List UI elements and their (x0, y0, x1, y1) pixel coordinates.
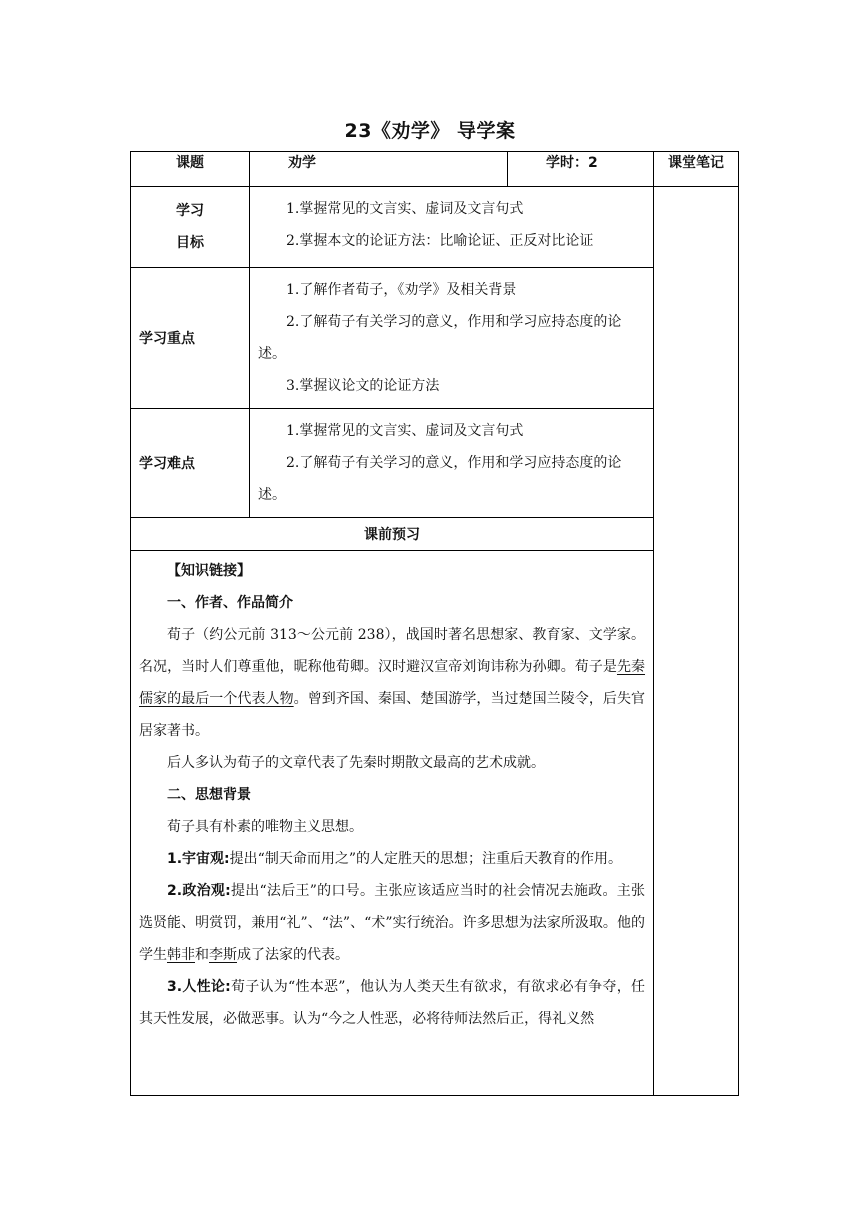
preview-heading: 课前预习 (131, 518, 654, 551)
knowledge-link-heading: 【知识链接】 (167, 563, 251, 579)
politics-paragraph: 2.政治观:提出“法后王”的口号。主张应该适应当时的社会情况去施政。主张选贤能、明赏罚，兼用“礼”、“法”、“术”实行统治。许多思想为法家所汲取。他的学生韩非和李斯成了法家的代表。 (139, 883, 645, 963)
lesson-plan-table (130, 151, 739, 1096)
preview-body-row (131, 551, 739, 1096)
student-name-lisi: 李斯 (209, 947, 237, 963)
key-points-content (250, 268, 654, 409)
materialism-paragraph: 荀子具有朴素的唯物主义思想。 (167, 819, 363, 835)
student-name-hanfei: 韩非 (167, 947, 195, 963)
politics-label: 2.政治观: (167, 883, 231, 899)
key-points-label: 学习重点 (131, 268, 250, 409)
difficulties-label: 学习难点 (131, 409, 250, 518)
goal-item: 2.掌握本文的论证方法：比喻论证、正反对比论证 (286, 233, 594, 249)
cosmology-paragraph: 1.宇宙观:提出“制天命而用之”的人定胜天的思想；注重后天教育的作用。 (167, 851, 622, 867)
key-point-item: 3.掌握议论文的论证方法 (286, 378, 440, 394)
difficulty-item: 2.了解荀子有关学习的意义，作用和学习应持态度的论述。 (258, 455, 622, 503)
class-notes-area (654, 187, 739, 1096)
goals-row (131, 187, 739, 268)
preview-body (131, 551, 654, 1096)
class-hours: 学时：2 (508, 152, 654, 187)
goals-label: 学习 目标 (131, 187, 250, 268)
topic-value: 劝学 (250, 152, 508, 187)
difficulties-row (131, 409, 739, 518)
key-point-item: 2.了解荀子有关学习的意义，作用和学习应持态度的论述。 (258, 314, 622, 362)
goals-content (250, 187, 654, 268)
goal-item: 1.掌握常见的文言实、虚词及文言句式 (286, 201, 524, 217)
header-row (131, 152, 739, 187)
key-point-item: 1.了解作者荀子，《劝学》及相关背景 (286, 282, 517, 298)
underlined-phrase: 先秦儒家的最后一个代表人物 (139, 659, 646, 707)
cosmology-label: 1.宇宙观: (167, 851, 230, 867)
achievement-paragraph: 后人多认为荀子的文章代表了先秦时期散文最高的艺术成就。 (167, 755, 545, 771)
key-points-row (131, 268, 739, 409)
difficulties-content (250, 409, 654, 518)
human-nature-label: 3.人性论: (167, 979, 231, 995)
human-nature-paragraph: 3.人性论:荀子认为“性本恶”，他认为人类天生有欲求，有欲求必有争夺，任其天性发展，必做恶事。认为“今之人性恶，必将待师法然后正，得礼义然 (139, 979, 645, 1027)
preview-heading-row (131, 518, 739, 551)
difficulty-item: 1.掌握常见的文言实、虚词及文言句式 (286, 423, 524, 439)
section-2-title: 二、思想背景 (167, 787, 251, 803)
section-1-title: 一、作者、作品简介 (167, 595, 293, 611)
notes-column-label: 课堂笔记 (654, 152, 739, 187)
page-title: 23《劝学》 导学案 (344, 120, 516, 142)
author-intro-paragraph: 荀子（约公元前 313～公元前 238），战国时著名思想家、教育家、文学家。名况，当时人们尊重他，昵称他荀卿。汉时避汉宣帝刘询讳称为孙卿。荀子是先秦儒家的最后一个代表人物。曾到齐国、秦国、楚国游学，当过楚国兰陵令，后失官居家著书。 (139, 627, 646, 739)
topic-label: 课题 (131, 152, 250, 187)
